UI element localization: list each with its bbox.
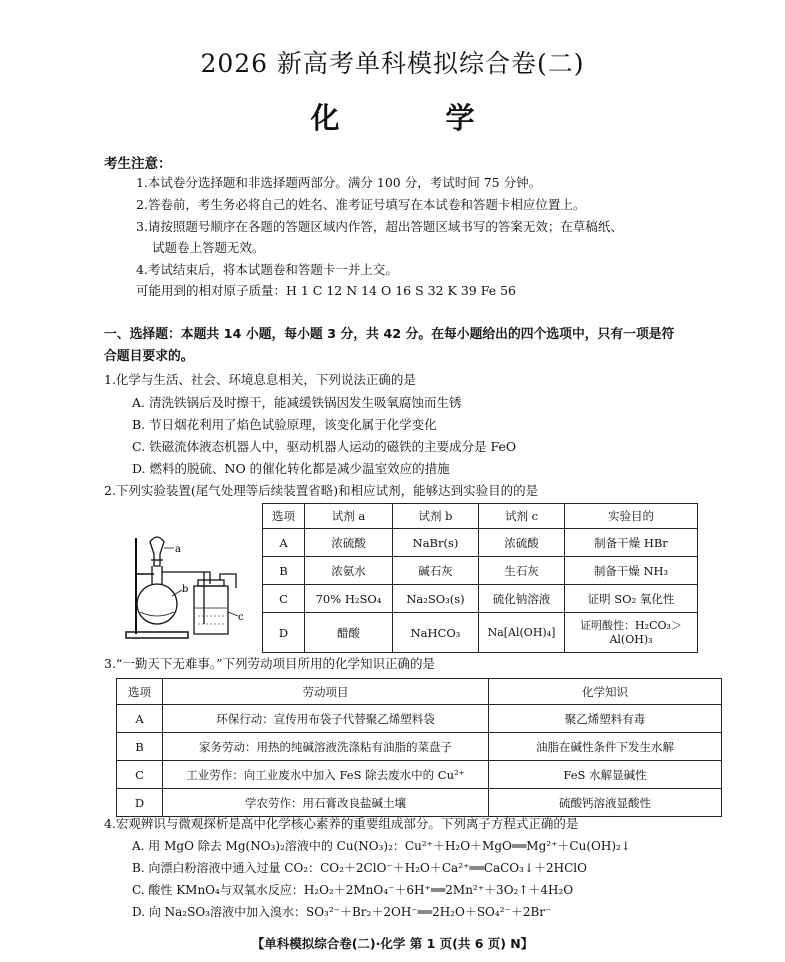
- q2-cell: Na[Al(OH)₄]: [479, 613, 565, 653]
- q2-cell: 制备干燥 NH₃: [565, 557, 698, 585]
- q2-cell: 证明 SO₂ 氧化性: [565, 585, 698, 613]
- exam-title: 2026 新高考单科模拟综合卷(二): [200, 49, 585, 78]
- q1-option-c: C. 铁磁流体液态机器人中，驱动机器人运动的磁铁的主要成分是 FeO: [132, 439, 517, 454]
- q2-cell: NaHCO₃: [393, 613, 479, 653]
- notice-heading: 考生注意：: [104, 156, 172, 172]
- q3-cell: FeS 水解显碱性: [489, 761, 722, 789]
- q4-option-d: D. 向 Na₂SO₃溶液中加入溴水：SO₃²⁻＋Br₂＋2OH⁻══2H₂O＋SO₄²⁻＋2Br⁻: [132, 905, 552, 919]
- q2-cell: 浓氨水: [305, 557, 393, 585]
- lab-apparatus-diagram: [124, 528, 250, 644]
- table-row: [117, 705, 722, 733]
- q3-header: 化学知识: [489, 679, 722, 705]
- q2-cell: NaBr(s): [393, 529, 479, 557]
- subject-title: 化 学: [310, 101, 523, 135]
- q2-cell: 碱石灰: [393, 557, 479, 585]
- q3-table: [116, 678, 722, 817]
- atomic-masses: 可能用到的相对原子质量：H 1 C 12 N 14 O 16 S 32 K 39 Fe 56: [136, 283, 516, 298]
- q2-cell: 硫化钠溶液: [479, 585, 565, 613]
- q3-header: 劳动项目: [163, 679, 489, 705]
- q3-cell: 家务劳动：用热的纯碱溶液洗涤粘有油脂的菜盘子: [163, 733, 489, 761]
- q2-cell: 制备干燥 HBr: [565, 529, 698, 557]
- q2-header: 实验目的: [565, 504, 698, 529]
- q3-stem: 3.“一勤天下无难事。”下列劳动项目所用的化学知识正确的是: [104, 656, 435, 671]
- q2-cell: 证明酸性：H₂CO₃＞Al(OH)₃: [565, 613, 698, 653]
- table-row: [263, 557, 698, 585]
- q2-cell: 浓硫酸: [479, 529, 565, 557]
- table-row: [263, 613, 698, 653]
- label-a: a: [175, 544, 181, 555]
- q3-cell: A: [117, 705, 163, 733]
- q2-cell: D: [263, 613, 305, 653]
- q3-cell: C: [117, 761, 163, 789]
- q2-cell: 生石灰: [479, 557, 565, 585]
- q2-table: [262, 503, 698, 653]
- q3-cell: 工业劳作：向工业废水中加入 FeS 除去废水中的 Cu²⁺: [163, 761, 489, 789]
- table-row: [117, 789, 722, 817]
- table-row: [117, 761, 722, 789]
- page-footer: 【单科模拟综合卷(二)·化学 第 1 页(共 6 页) N】: [251, 936, 534, 951]
- q2-stem: 2.下列实验装置(尾气处理等后续装置省略)和相应试剂，能够达到实验目的的是: [104, 483, 539, 498]
- notice-item: 3.请按照题号顺序在各题的答题区域内作答，超出答题区域书写的答案无效；在草稿纸、: [136, 219, 623, 234]
- q2-header: 试剂 a: [305, 504, 393, 529]
- q4-stem: 4.宏观辨识与微观探析是高中化学核心素养的重要组成部分。下列离子方程式正确的是: [104, 816, 579, 831]
- q3-cell: 环保行动：宣传用布袋子代替聚乙烯塑料袋: [163, 705, 489, 733]
- q2-header: 选项: [263, 504, 305, 529]
- q3-cell: 油脂在碱性条件下发生水解: [489, 733, 722, 761]
- section-heading-cont: 合题目要求的。: [104, 349, 194, 364]
- table-row: [263, 529, 698, 557]
- q1-option-a: A. 清洗铁锅后及时擦干，能减缓铁锅因发生吸氧腐蚀而生锈: [132, 395, 462, 410]
- q3-cell: B: [117, 733, 163, 761]
- q3-cell: 聚乙烯塑料有毒: [489, 705, 722, 733]
- notice-item: 2.答卷前，考生务必将自己的姓名、准考证号填写在本试卷和答题卡相应位置上。: [136, 197, 586, 212]
- q3-header: 选项: [117, 679, 163, 705]
- notice-item: 试题卷上答题无效。: [152, 240, 265, 255]
- notice-item: 1.本试卷分选择题和非选择题两部分。满分 100 分，考试时间 75 分钟。: [136, 175, 542, 190]
- q1-option-b: B. 节日烟花利用了焰色试验原理，该变化属于化学变化: [132, 417, 437, 432]
- q3-cell: 学农劳作：用石膏改良盐碱土壤: [163, 789, 489, 817]
- q2-cell: Na₂SO₃(s): [393, 585, 479, 613]
- q2-cell: 70% H₂SO₄: [305, 585, 393, 613]
- label-b: b: [182, 584, 189, 595]
- label-c: c: [238, 612, 244, 623]
- q4-option-b: B. 向漂白粉溶液中通入过量 CO₂：CO₂＋2ClO⁻＋H₂O＋Ca²⁺══CaCO₃↓＋2HClO: [132, 861, 587, 875]
- q4-option-a: A. 用 MgO 除去 Mg(NO₃)₂溶液中的 Cu(NO₃)₂：Cu²⁺＋H₂O＋MgO══Mg²⁺＋Cu(OH)₂↓: [132, 839, 631, 853]
- q1-option-d: D. 燃料的脱硫、NO 的催化转化都是减少温室效应的措施: [132, 461, 450, 476]
- q2-header: 试剂 b: [393, 504, 479, 529]
- table-row: [263, 585, 698, 613]
- q2-cell: 浓硫酸: [305, 529, 393, 557]
- table-row: [117, 733, 722, 761]
- section-heading: 一、选择题：本题共 14 小题，每小题 3 分，共 42 分。在每小题给出的四个选项中，只有一项是符: [104, 327, 675, 342]
- q1-stem: 1.化学与生活、社会、环境息息相关，下列说法正确的是: [104, 372, 416, 387]
- q2-header: 试剂 c: [479, 504, 565, 529]
- q2-cell: 醋酸: [305, 613, 393, 653]
- q4-option-c: C. 酸性 KMnO₄与双氧水反应：H₂O₂＋2MnO₄⁻＋6H⁺══2Mn²⁺＋3O₂↑＋4H₂O: [132, 883, 574, 897]
- q3-cell: 硫酸钙溶液显酸性: [489, 789, 722, 817]
- q3-cell: D: [117, 789, 163, 817]
- q2-cell: C: [263, 585, 305, 613]
- notice-item: 4.考试结束后，将本试题卷和答题卡一并上交。: [136, 262, 398, 277]
- q2-cell: B: [263, 557, 305, 585]
- q2-cell: A: [263, 529, 305, 557]
